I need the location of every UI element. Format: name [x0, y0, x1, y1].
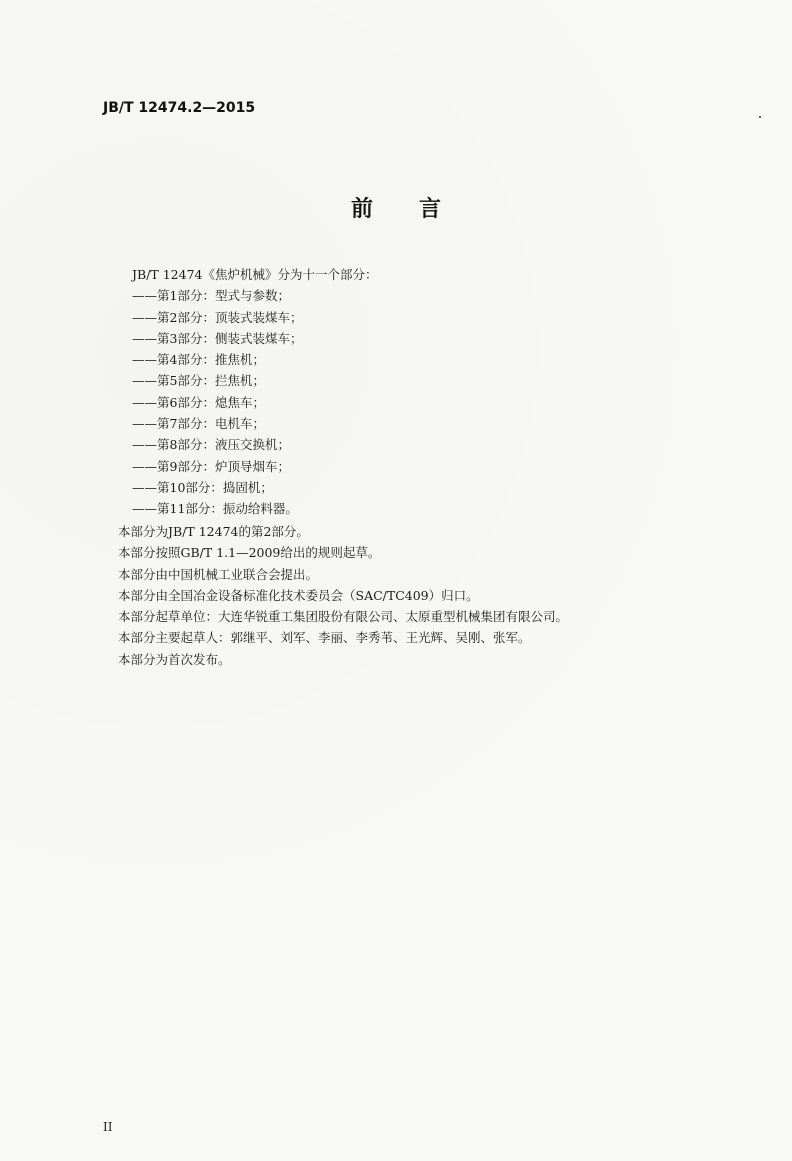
- foreword-body: [132, 264, 762, 520]
- paragraph-block: [118, 521, 778, 670]
- paragraph: 本部分由中国机械工业联合会提出。: [118, 566, 319, 582]
- paragraph: 本部分由全国冶金设备标准化技术委员会（SAC/TC409）归口。: [118, 587, 479, 603]
- paragraph: 本部分主要起草人：郭继平、刘军、李丽、李秀苇、王光辉、吴刚、张军。: [118, 630, 531, 646]
- page-number: II: [103, 1120, 113, 1134]
- scan-speck: [759, 116, 761, 118]
- list-item: ——第4部分：推焦机；: [132, 352, 265, 368]
- list-item: ——第5部分：拦焦机；: [132, 373, 265, 389]
- paragraph: 本部分为JB/T 12474的第2部分。: [118, 524, 309, 539]
- paragraph: 本部分起草单位：大连华锐重工集团股份有限公司、太原重型机械集团有限公司。: [118, 609, 569, 625]
- list-item: ——第3部分：侧装式装煤车；: [132, 330, 303, 346]
- list-item: ——第8部分：液压交换机；: [132, 437, 290, 453]
- paragraph: 本部分为首次发布。: [118, 651, 231, 667]
- section-title: [0, 192, 792, 223]
- title-char-2: 言: [419, 197, 442, 222]
- list-item: ——第7部分：电机车；: [132, 416, 265, 432]
- document-id: JB/T 12474.2—2015: [103, 100, 256, 116]
- paragraph: 本部分按照GB/T 1.1—2009给出的规则起草。: [118, 545, 381, 561]
- title-char-1: 前: [350, 197, 373, 222]
- intro-line: JB/T 12474《焦炉机械》分为十一个部分：: [132, 267, 378, 282]
- list-item: ——第6部分：熄焦车；: [132, 394, 265, 410]
- list-item: ——第2部分：顶装式装煤车；: [132, 309, 303, 325]
- list-item: ——第10部分：捣固机；: [132, 479, 273, 495]
- list-item: ——第1部分：型式与参数；: [132, 288, 290, 304]
- parts-list: [132, 285, 762, 519]
- list-item: ——第9部分：炉顶导烟车；: [132, 458, 290, 474]
- list-item: ——第11部分：振动给料器。: [132, 501, 298, 517]
